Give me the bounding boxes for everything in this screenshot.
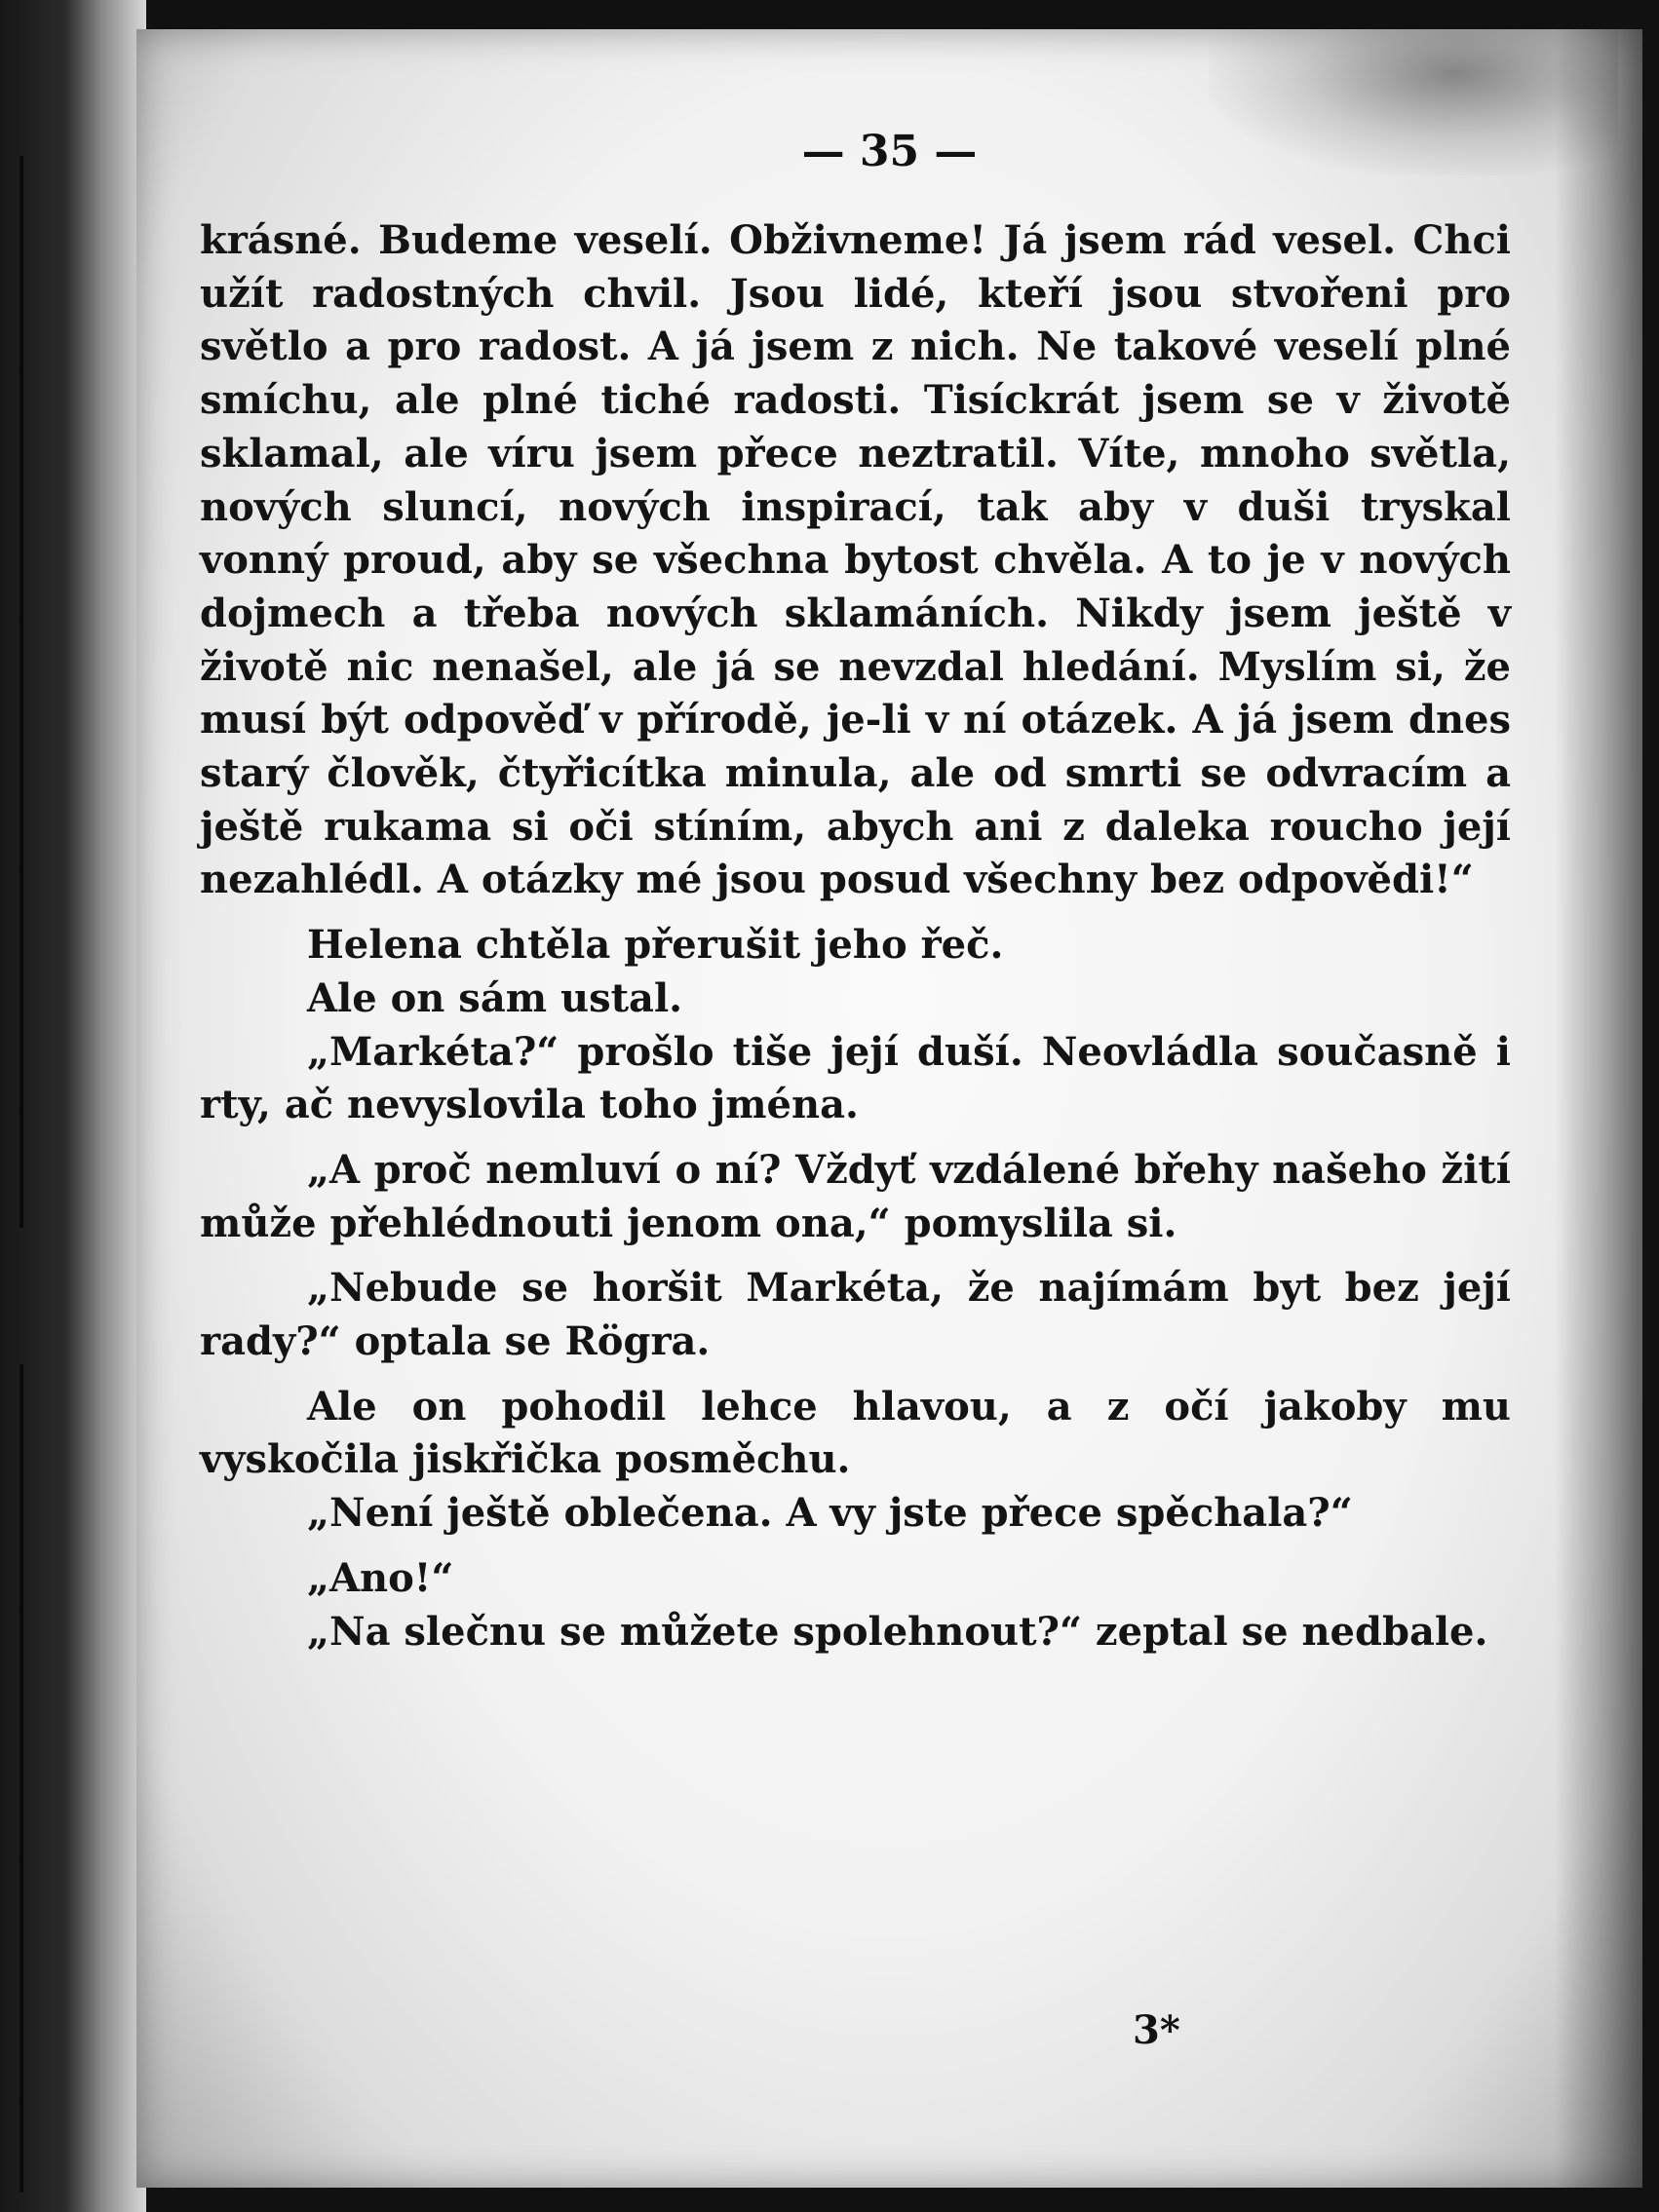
binding-thread: [19, 1364, 23, 2193]
paragraph: krásné. Budeme veselí. Obživneme! Já jsem rád vesel. Chci užít radostných chvil. Jsou lidé, kteří jsou stvořeni pro světlo a pro radost. A já jsem z nich. Ne takové veselí plné smíchu, ale plné tiché radosti. Tisíckrát jsem se v životě sklamal, ale víru jsem přece neztratil. Víte, mnoho světla, nových sluncí, nových inspirací, tak aby v duši tryskal vonný proud, aby se všechna bytost chvěla. A to je v nových dojmech a třeba nových sklamáních. Nikdy jsem ještě v životě nic nenašel, ale já se nevzdal hledání. Myslím si, že musí být odpověď v přírodě, je-li v ní otázek. A já jsem dnes starý člověk, čtyřicítka minula, ale od smrti se odvracím a ještě rukama si oči stíním, abych ani z daleka roucho její nezahlédl. A otázky mé jsou posud všechny bez odpovědi!“: [200, 217, 1511, 903]
paragraph: Ale on pohodil lehce hlavou, a z očí jakoby mu vyskočila jiskřička posměchu.: [200, 1383, 1511, 1483]
paragraph: „Markéta?“ prošlo tiše její duší. Neovládla současně i rty, ač nevyslovila toho jména.: [200, 1028, 1511, 1128]
binding-thread: [19, 156, 23, 1228]
book-page: [136, 29, 1642, 2188]
paragraph: „Není ještě oblečena. A vy jste přece spěchala?“: [307, 1490, 1353, 1537]
printer-signature-mark: 3*: [1133, 2007, 1180, 2053]
body-text: [200, 214, 1511, 1659]
paragraph: „A proč nemluví o ní? Vždyť vzdálené břehy našeho žití může přehlédnouti jenom ona,“ pomyslila si.: [200, 1146, 1511, 1246]
paragraph: „Nebude se horšit Markéta, že najímám byt bez její rady?“ optala se Rögra.: [200, 1265, 1511, 1365]
paragraph: „Na slečnu se můžete spolehnout?“ zeptal se nedbale.: [307, 1608, 1488, 1655]
paragraph: „Ano!“: [307, 1554, 454, 1601]
page-edge-shadow: [1555, 29, 1642, 2188]
page-number: — 35 —: [801, 127, 978, 176]
paragraph: Ale on sám ustal.: [307, 974, 683, 1021]
paragraph: Helena chtěla přerušit jeho řeč.: [307, 922, 1004, 969]
